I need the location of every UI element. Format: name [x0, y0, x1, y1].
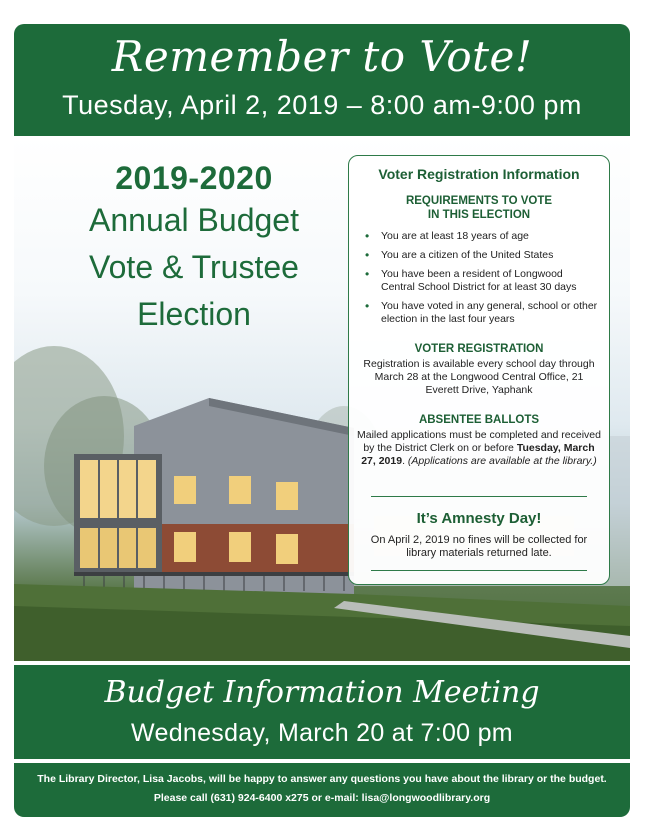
requirements-heading-line-1: REQUIREMENTS TO VOTE	[405, 195, 553, 207]
requirement-item: • You are a citizen of the United States	[363, 249, 599, 262]
absentee-deadline: Tuesday, March 27, 2019	[361, 442, 595, 467]
vote-date: Tuesday, April 2, 2019 – 8:00 am-9:00 pm	[62, 90, 582, 120]
requirements-list	[363, 230, 599, 332]
registration-heading: VOTER REGISTRATION	[414, 343, 544, 355]
contact-footer	[14, 763, 630, 817]
divider	[371, 570, 587, 571]
meeting-title: Budget Information Meeting	[104, 675, 540, 710]
absentee-instructions: Mailed applications must be completed and received by the District Clerk on or before	[357, 429, 601, 454]
amnesty-heading: It’s Amnesty Day!	[416, 510, 542, 527]
divider	[371, 496, 587, 497]
headline-year: 2019-2020	[115, 160, 273, 196]
headline-line-1: Annual Budget	[89, 202, 299, 238]
requirements-heading-line-2: IN THIS ELECTION	[427, 209, 531, 221]
flyer	[14, 24, 630, 824]
voter-info-card	[348, 155, 610, 585]
footer-contact-line: Please call (631) 924-6400 x275 or e-mail: lisa@longwoodlibrary.org	[153, 792, 491, 804]
requirements-heading	[349, 194, 609, 222]
requirement-item: • You are at least 18 years of age	[363, 230, 599, 243]
requirement-item: • You have voted in any general, school or other election in the last four years	[363, 300, 599, 326]
absentee-text: Mailed applications must be completed and received by the District Clerk on or before Tuesday, March 27, 2019. (Applications are available at the library.)	[357, 429, 601, 467]
school-building-photo	[14, 136, 630, 661]
requirement-item: • You have been a resident of Longwood Central School District for at least 30 days	[363, 268, 599, 294]
absentee-note: (Applications are available at the library.)	[407, 455, 597, 467]
budget-vote-headline	[34, 160, 354, 338]
top-banner	[14, 24, 630, 136]
flyer-title: Remember to Vote!	[111, 32, 533, 81]
absentee-heading: ABSENTEE BALLOTS	[418, 414, 540, 426]
headline-line-3: Election	[137, 296, 251, 332]
card-title: Voter Registration Information	[378, 166, 580, 182]
meeting-date: Wednesday, March 20 at 7:00 pm	[131, 719, 513, 747]
footer-director-note: The Library Director, Lisa Jacobs, will be happy to answer any questions you have about the library or the budget.	[37, 773, 607, 785]
registration-text: Registration is available every school day through March 28 at the Longwood Central Office, 21 Everett Drive, Yaphank	[363, 358, 595, 396]
budget-meeting-banner	[14, 665, 630, 759]
headline-line-2: Vote & Trustee	[89, 249, 299, 285]
amnesty-text: On April 2, 2019 no fines will be collected for library materials returned late.	[370, 534, 588, 559]
